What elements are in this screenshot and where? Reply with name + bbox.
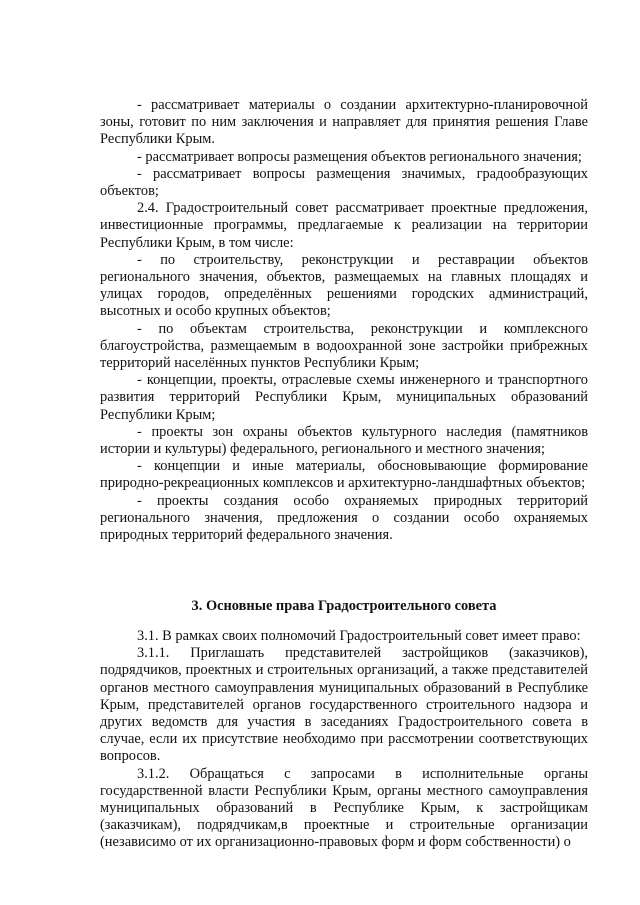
list-item: - по строительству, реконструкции и реставрации объектов регионального значения, объектов, размещаемых на главных площадях и улицах городов, определённых решениями городских администраций, высотных и особо крупных объектов; [100,251,588,320]
list-item: - рассматривает материалы о создании архитектурно-планировочной зоны, готовит по ним заключения и направляет для принятия решения Главе Республики Крым. [100,97,588,148]
list-item: - рассматривает вопросы размещения значимых, градообразующих объектов; [100,165,588,200]
list-item: - концепции и иные материалы, обосновывающие формирование природно-рекреационных комплексов и архитектурно-ландшафтных объектов; [100,458,588,492]
list-item: - проекты зон охраны объектов культурного наследия (памятников истории и культуры) федерального, регионального и местного значения; [100,423,588,458]
list-item: - рассматривает вопросы размещения объектов регионального значения; [137,148,582,165]
clause-2-4: 2.4. Градостроительный совет рассматривает проектные предложения, инвестиционные программы, предлагаемые к реализации на территории Республики Крым, в том числе: [100,200,588,251]
clause-3-1-2: 3.1.2. Обращаться с запросами в исполнительные органы государственной власти Республики Крым, органы местного самоуправления муниципальных образований в Республике Крым, к застройщикам (заказчикам), подрядчикам,в проектные и строительные организации (независимо от их организационно-правовых форм и форм собственности) о [100,765,588,851]
section-3-heading: 3. Основные права Градостроительного совета [191,598,497,614]
clause-3-1: 3.1. В рамках своих полномочий Градостроительный совет имеет право: [137,628,581,644]
list-item: - концепции, проекты, отраслевые схемы инженерного и транспортного развития территорий Республики Крым, муниципальных образований Республики Крым; [100,372,588,423]
list-item: - проекты создания особо охраняемых природных территорий регионального значения, предложения о создании особо охраняемых природных территорий федерального значения. [100,492,588,544]
section-2-body [100,97,588,544]
clause-3-1-1: 3.1.1. Приглашать представителей застройщиков (заказчиков), подрядчиков, проектных и строительных организаций, а также представителей органов местного самоуправления муниципальных образований в Республике Крым, представителей органов государственного строительного надзора и других ведомств для участия в заседаниях Градостроительного совета в случае, если их присутствие необходимо при рассмотрении соответствующих вопросов. [100,645,588,765]
section-3-body [100,628,588,852]
list-item: - по объектам строительства, реконструкции и комплексного благоустройства, размещаемым в водоохранной зоне застройки прибрежных территорий населённых пунктов Республики Крым; [100,320,588,372]
